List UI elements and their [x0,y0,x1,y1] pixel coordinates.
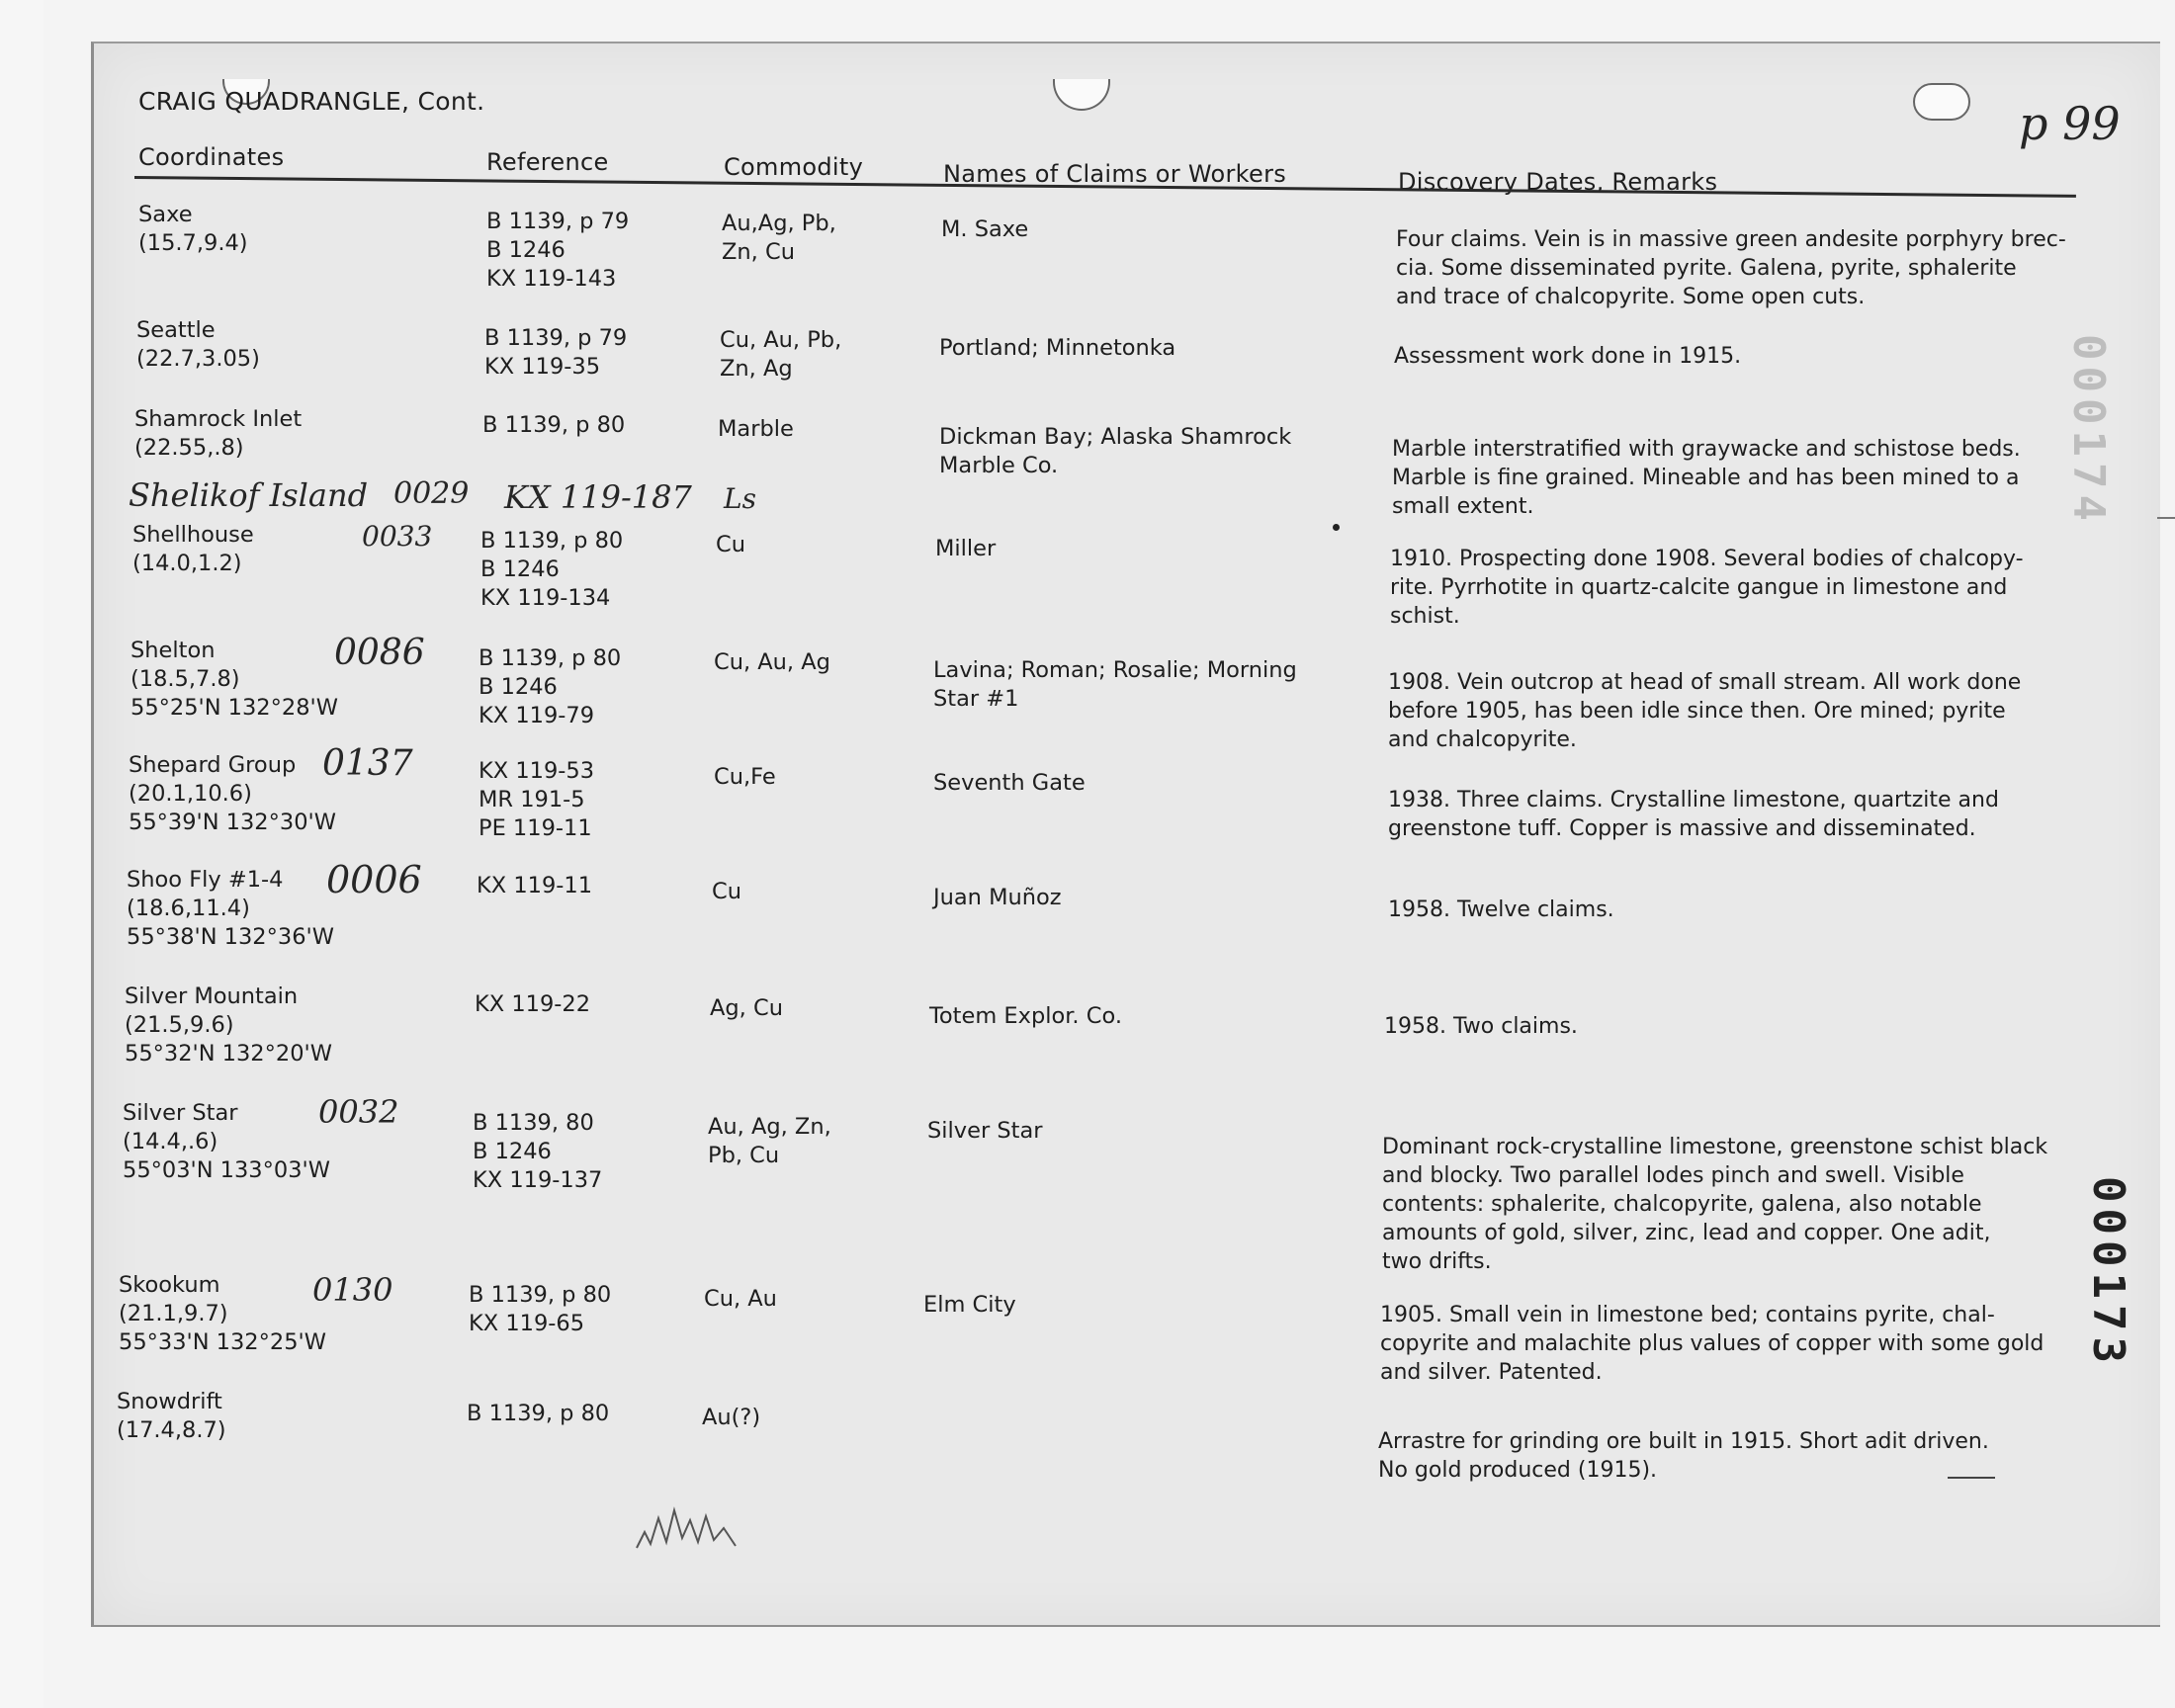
row-reference: B 1139, p 79 KX 119-35 [484,325,628,380]
row-code: 0033 [362,520,433,553]
row-remarks: Marble interstratified with graywacke and schistose beds. Marble is fine grained. Mineable and has been mined to a small extent. [1392,437,2021,519]
row-coords: (20.1,10.6) [129,781,252,807]
row-reference: KX 119-22 [475,991,591,1017]
page-title: CRAIG QUADRANGLE, Cont. [138,87,485,116]
handwritten-reference: KX 119-187 [504,478,692,516]
row-latlon: 55°25'N 132°28'W [130,695,338,721]
row-commodity: Cu [716,532,745,557]
stamp-upper: 000174 [2063,334,2114,527]
row-remarks: Dominant rock-crystalline limestone, greenstone schist black and blocky. Two parallel lodes pinch and swell. Visible contents: sphalerite, chalcopyrite, galena, also notable amounts of gold, silver, zinc, lead and copper. One adit, two drifts. [1382,1135,2048,1274]
row-reference: B 1139, p 80 [482,412,626,438]
row-commodity: Cu, Au, Pb, Zn, Ag [720,327,842,382]
row-remarks: 1910. Prospecting done 1908. Several bodies of chalcopy- rite. Pyrrhotite in quartz-calcite gangue in limestone and schist. [1390,547,2024,629]
handwritten-name: Shelikof Island [129,476,369,514]
row-commodity: Cu, Au [704,1286,777,1312]
col-header-commodity: Commodity [724,153,864,181]
row-commodity: Au(?) [702,1405,761,1430]
row-remarks: 1905. Small vein in limestone bed; contains pyrite, chal- copyrite and malachite plus values of copper with some gold and silver. Patented. [1380,1303,2044,1385]
col-header-remarks: Discovery Dates, Remarks [1398,168,1718,196]
stamp-lower: 000173 [2083,1176,2133,1369]
ink-mark [1948,1477,1995,1479]
row-latlon: 55°33'N 132°25'W [119,1329,326,1355]
row-name: Shellhouse [132,522,254,548]
row-latlon: 55°32'N 132°20'W [125,1041,332,1067]
row-latlon: 55°03'N 133°03'W [123,1157,330,1183]
row-names: Lavina; Roman; Rosalie; Morning Star #1 [933,657,1297,712]
row-latlon: 55°38'N 132°36'W [127,924,334,950]
ink-dot [1333,524,1340,531]
row-names: Miller [935,536,997,561]
row-coords: (14.0,1.2) [132,551,242,576]
row-name: Shelton [130,638,216,663]
row-coords: (21.5,9.6) [125,1012,234,1038]
col-header-reference: Reference [486,148,609,176]
row-reference: B 1139, 80 B 1246 KX 119-137 [473,1110,603,1193]
row-remarks: 1938. Three claims. Crystalline limestone, quartzite and greenstone tuff. Copper is massive and disseminated. [1388,788,1999,841]
row-name: Shoo Fly #1-4 [127,867,284,893]
row-name: Seattle [136,317,216,343]
row-remarks: Assessment work done in 1915. [1394,344,1742,369]
row-code: 0086 [334,633,425,673]
row-code: 0130 [312,1271,393,1309]
row-commodity: Au, Ag, Zn, Pb, Cu [708,1114,831,1168]
row-names: Portland; Minnetonka [939,335,1176,361]
row-name: Saxe [138,202,193,227]
row-reference: KX 119-11 [477,873,593,898]
row-commodity: Au,Ag, Pb, Zn, Cu [722,211,836,265]
row-remarks: Arrastre for grinding ore built in 1915. Short adit driven. No gold produced (1915). [1378,1429,1989,1483]
row-name: Shamrock Inlet [134,406,303,432]
row-coords: (22.55,.8) [134,435,244,461]
row-names: Juan Muñoz [933,885,1062,910]
scan-margin [0,0,44,1708]
row-name: Silver Mountain [125,983,299,1009]
row-commodity: Marble [718,416,794,442]
row-reference: B 1139, p 80 KX 119-65 [469,1282,612,1336]
row-reference: KX 119-53 MR 191-5 PE 119-11 [478,758,595,841]
row-reference: B 1139, p 80 B 1246 KX 119-134 [480,528,624,611]
row-names: Seventh Gate [933,770,1086,796]
handwritten-commodity: Ls [724,482,756,515]
row-coords: (15.7,9.4) [138,230,248,256]
binder-hole-center [1053,79,1110,111]
row-code: 0137 [322,743,413,784]
row-remarks: 1958. Twelve claims. [1388,897,1614,922]
row-reference: B 1139, p 80 B 1246 KX 119-79 [478,645,622,728]
row-commodity: Ag, Cu [710,995,783,1021]
row-name: Shepard Group [129,752,297,778]
row-code: 0032 [318,1093,399,1131]
row-names: M. Saxe [941,216,1029,242]
page-number: p 99 [2019,97,2121,150]
edge-tick [2157,517,2175,519]
col-header-names: Names of Claims or Workers [943,160,1287,188]
row-remarks: 1908. Vein outcrop at head of small stream. All work done before 1905, has been idle since then. Ore mined; pyrite and chalcopyrite. [1388,670,2022,752]
row-code: 0006 [326,858,422,901]
row-coords: (22.7,3.05) [136,346,260,372]
row-commodity: Cu [712,879,741,904]
row-remarks: 1958. Two claims. [1384,1014,1578,1039]
row-name: Silver Star [123,1100,238,1126]
row-remarks: Four claims. Vein is in massive green andesite porphyry brec- cia. Some disseminated pyrite. Galena, pyrite, sphalerite and trace of chalcopyrite. Some open cuts. [1396,227,2066,309]
row-names: Silver Star [927,1118,1043,1144]
handwritten-code: 0029 [393,476,470,511]
row-reference: B 1139, p 80 [467,1401,610,1426]
row-coords: (18.6,11.4) [127,896,250,921]
col-header-coordinates: Coordinates [138,143,285,171]
row-names: Elm City [923,1292,1016,1318]
row-coords: (14.4,.6) [123,1129,218,1154]
row-coords: (21.1,9.7) [119,1301,228,1326]
row-commodity: Cu,Fe [714,764,776,790]
scan-smudge [633,1498,751,1558]
row-name: Skookum [119,1272,220,1298]
binder-hole-right [1913,83,1970,121]
row-reference: B 1139, p 79 B 1246 KX 119-143 [486,209,630,292]
row-coords: (18.5,7.8) [130,666,240,692]
row-names: Totem Explor. Co. [929,1003,1122,1029]
row-latlon: 55°39'N 132°30'W [129,810,336,835]
row-coords: (17.4,8.7) [117,1417,226,1443]
row-names: Dickman Bay; Alaska Shamrock Marble Co. [939,424,1292,478]
row-name: Snowdrift [117,1389,222,1414]
row-commodity: Cu, Au, Ag [714,649,830,675]
